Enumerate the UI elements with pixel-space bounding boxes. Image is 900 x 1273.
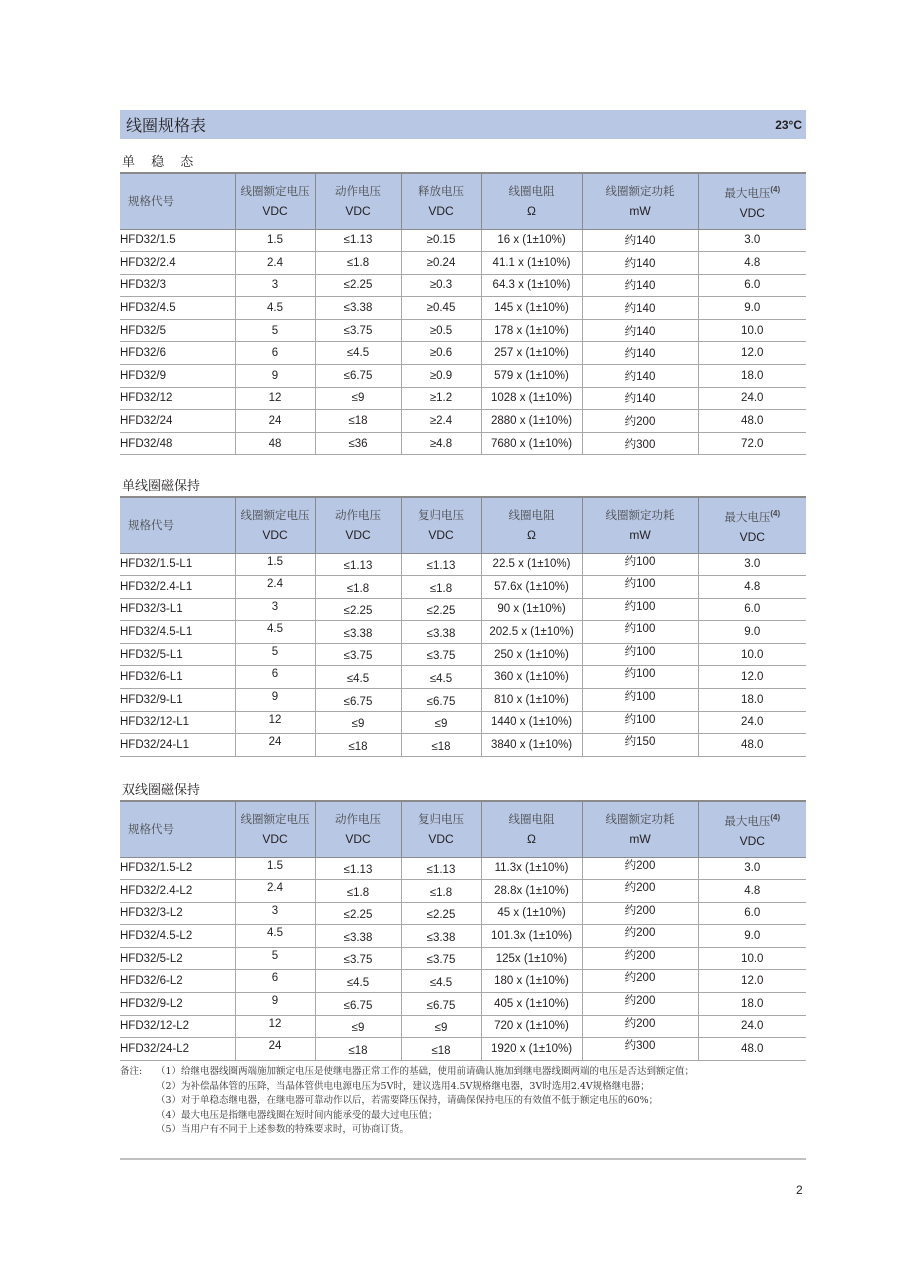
cell-release-voltage: ≤9	[401, 1015, 481, 1038]
cell-release-voltage: ≤1.8	[401, 576, 481, 599]
cell-rated-power: 约100	[582, 689, 698, 712]
cell-rated-power: 约200	[582, 1015, 698, 1038]
cell-coil-resistance: 1440 x (1±10%)	[481, 711, 582, 734]
cell-rated-voltage: 4.5	[235, 297, 315, 320]
cell-release-voltage: ≤3.75	[401, 947, 481, 970]
cell-code: HFD32/5	[120, 319, 235, 342]
table-row	[120, 1015, 806, 1038]
table-row	[120, 643, 806, 666]
table-row	[120, 598, 806, 621]
cell-max-voltage: 24.0	[698, 1015, 806, 1038]
cell-coil-resistance: 1028 x (1±10%)	[481, 387, 582, 410]
cell-coil-resistance: 41.1 x (1±10%)	[481, 252, 582, 275]
cell-coil-resistance: 3840 x (1±10%)	[481, 734, 582, 757]
cell-rated-voltage: 4.5	[235, 621, 315, 644]
cell-coil-resistance: 720 x (1±10%)	[481, 1015, 582, 1038]
cell-rated-voltage: 1.5	[235, 553, 315, 576]
cell-max-voltage: 12.0	[698, 342, 806, 365]
cell-code: HFD32/12	[120, 387, 235, 410]
cell-rated-power: 约140	[582, 342, 698, 365]
table-header-row	[120, 801, 806, 857]
cell-pickup-voltage: ≤1.13	[315, 553, 401, 576]
cell-release-voltage: ≤2.25	[401, 598, 481, 621]
cell-code: HFD32/5-L1	[120, 643, 235, 666]
cell-code: HFD32/4.5-L1	[120, 621, 235, 644]
cell-coil-resistance: 57.6x (1±10%)	[481, 576, 582, 599]
cell-rated-power: 约200	[582, 880, 698, 903]
cell-rated-power: 约200	[582, 857, 698, 880]
cell-pickup-voltage: ≤2.25	[315, 598, 401, 621]
cell-code: HFD32/24-L2	[120, 1038, 235, 1061]
cell-pickup-voltage: ≤4.5	[315, 342, 401, 365]
cell-pickup-voltage: ≤1.13	[315, 229, 401, 252]
cell-release-voltage: ≤3.38	[401, 925, 481, 948]
table-row	[120, 993, 806, 1016]
cell-rated-power: 约150	[582, 734, 698, 757]
cell-release-voltage: ≤18	[401, 734, 481, 757]
cell-rated-power: 约140	[582, 252, 698, 275]
cell-rated-voltage: 6	[235, 970, 315, 993]
cell-code: HFD32/3-L2	[120, 902, 235, 925]
cell-coil-resistance: 22.5 x (1±10%)	[481, 553, 582, 576]
section-heading-double-coil-latching: 双线圈磁保持	[122, 783, 201, 798]
cell-max-voltage: 9.0	[698, 297, 806, 320]
cell-rated-power: 约300	[582, 1038, 698, 1061]
cell-coil-resistance: 360 x (1±10%)	[481, 666, 582, 689]
cell-pickup-voltage: ≤1.13	[315, 857, 401, 880]
header-coil-resistance: 线圈电阻 Ω	[481, 173, 582, 229]
header-pickup-voltage: 动作电压 VDC	[315, 497, 401, 553]
table-row	[120, 365, 806, 388]
header-code: 规格代号	[120, 801, 235, 857]
note-item: （3）对于单稳态继电器，在继电器可靠动作以后，若需要降压保持，请确保保持电压的有效值不低于额定电压的60%；	[156, 1095, 659, 1107]
cell-max-voltage: 3.0	[698, 857, 806, 880]
cell-pickup-voltage: ≤18	[315, 734, 401, 757]
table-row	[120, 621, 806, 644]
cell-release-voltage: ≥0.5	[401, 319, 481, 342]
cell-code: HFD32/24	[120, 410, 235, 433]
cell-release-voltage: ≤3.75	[401, 643, 481, 666]
cell-rated-voltage: 9	[235, 689, 315, 712]
cell-code: HFD32/9-L1	[120, 689, 235, 712]
table-row	[120, 576, 806, 599]
cell-max-voltage: 48.0	[698, 1038, 806, 1061]
table-row	[120, 229, 806, 252]
header-rated-voltage: 线圈额定电压 VDC	[235, 801, 315, 857]
note-item: （2）为补偿晶体管的压降，当晶体管供电电源电压为5V时，建议选用4.5V规格继电器，3V时选用2.4V规格继电器；	[156, 1080, 650, 1092]
footer-divider	[120, 1158, 806, 1160]
cell-max-voltage: 48.0	[698, 410, 806, 433]
cell-pickup-voltage: ≤9	[315, 1015, 401, 1038]
cell-pickup-voltage: ≤18	[315, 1038, 401, 1061]
cell-rated-power: 约200	[582, 902, 698, 925]
cell-coil-resistance: 45 x (1±10%)	[481, 902, 582, 925]
cell-code: HFD32/2.4-L1	[120, 576, 235, 599]
table-row	[120, 274, 806, 297]
note-item: （4）最大电压是指继电器线圈在短时间内能承受的最大过电压值；	[156, 1109, 438, 1121]
cell-pickup-voltage: ≤6.75	[315, 365, 401, 388]
header-rated-voltage: 线圈额定电压 VDC	[235, 497, 315, 553]
cell-rated-power: 约100	[582, 666, 698, 689]
cell-coil-resistance: 7680 x (1±10%)	[481, 432, 582, 455]
cell-max-voltage: 12.0	[698, 666, 806, 689]
cell-pickup-voltage: ≤3.38	[315, 925, 401, 948]
page-title: 线圈规格表	[126, 116, 207, 135]
cell-pickup-voltage: ≤1.8	[315, 880, 401, 903]
cell-max-voltage: 4.8	[698, 880, 806, 903]
cell-max-voltage: 10.0	[698, 643, 806, 666]
cell-pickup-voltage: ≤1.8	[315, 252, 401, 275]
cell-rated-voltage: 12	[235, 1015, 315, 1038]
table-row	[120, 252, 806, 275]
cell-code: HFD32/9	[120, 365, 235, 388]
cell-rated-voltage: 9	[235, 365, 315, 388]
cell-code: HFD32/3	[120, 274, 235, 297]
cell-rated-power: 约200	[582, 410, 698, 433]
table-row	[120, 297, 806, 320]
cell-rated-power: 约140	[582, 297, 698, 320]
cell-max-voltage: 24.0	[698, 711, 806, 734]
header-pickup-voltage: 动作电压 VDC	[315, 173, 401, 229]
cell-coil-resistance: 2880 x (1±10%)	[481, 410, 582, 433]
cell-rated-voltage: 3	[235, 598, 315, 621]
cell-pickup-voltage: ≤6.75	[315, 689, 401, 712]
header-release-voltage: 释放电压 VDC	[401, 173, 481, 229]
cell-code: HFD32/6-L2	[120, 970, 235, 993]
cell-release-voltage: ≤4.5	[401, 666, 481, 689]
cell-release-voltage: ≥0.15	[401, 229, 481, 252]
cell-rated-voltage: 5	[235, 319, 315, 342]
header-code: 规格代号	[120, 497, 235, 553]
note-item: （1）给继电器线圈两端施加额定电压是使继电器正常工作的基础，使用前请确认施加到继电器线圈两端的电压是否达到额定值；	[156, 1066, 695, 1077]
cell-rated-voltage: 6	[235, 342, 315, 365]
cell-pickup-voltage: ≤4.5	[315, 666, 401, 689]
page-number: 2	[796, 1183, 803, 1197]
cell-rated-voltage: 2.4	[235, 576, 315, 599]
table-row	[120, 410, 806, 433]
cell-rated-power: 约140	[582, 387, 698, 410]
cell-coil-resistance: 1920 x (1±10%)	[481, 1038, 582, 1061]
cell-release-voltage: ≤1.13	[401, 553, 481, 576]
cell-release-voltage: ≤1.13	[401, 857, 481, 880]
header-release-voltage: 复归电压 VDC	[401, 801, 481, 857]
table-header-row	[120, 497, 806, 553]
cell-pickup-voltage: ≤3.38	[315, 297, 401, 320]
cell-rated-power: 约140	[582, 365, 698, 388]
table-row	[120, 689, 806, 712]
cell-rated-voltage: 12	[235, 711, 315, 734]
header-rated-power: 线圈额定功耗 mW	[582, 497, 698, 553]
header-max-voltage: 最大电压$^{(4)}$ VDC	[698, 497, 806, 553]
cell-rated-voltage: 2.4	[235, 880, 315, 903]
cell-pickup-voltage: ≤6.75	[315, 993, 401, 1016]
table-row	[120, 857, 806, 880]
header-code: 规格代号	[120, 173, 235, 229]
cell-rated-power: 约200	[582, 947, 698, 970]
cell-release-voltage: ≥0.45	[401, 297, 481, 320]
cell-max-voltage: 9.0	[698, 621, 806, 644]
cell-pickup-voltage: ≤4.5	[315, 970, 401, 993]
cell-release-voltage: ≤6.75	[401, 993, 481, 1016]
cell-coil-resistance: 579 x (1±10%)	[481, 365, 582, 388]
table-row	[120, 319, 806, 342]
cell-max-voltage: 10.0	[698, 947, 806, 970]
cell-pickup-voltage: ≤18	[315, 410, 401, 433]
cell-code: HFD32/2.4-L2	[120, 880, 235, 903]
cell-rated-voltage: 24	[235, 734, 315, 757]
table-row	[120, 1038, 806, 1061]
cell-coil-resistance: 125x (1±10%)	[481, 947, 582, 970]
cell-max-voltage: 10.0	[698, 319, 806, 342]
cell-release-voltage: ≤9	[401, 711, 481, 734]
notes	[120, 1065, 694, 1138]
cell-rated-power: 约200	[582, 970, 698, 993]
notes-label: 备注:	[120, 1066, 143, 1077]
header-rated-power: 线圈额定功耗 mW	[582, 173, 698, 229]
cell-code: HFD32/4.5-L2	[120, 925, 235, 948]
cell-rated-power: 约200	[582, 993, 698, 1016]
table-row	[120, 342, 806, 365]
table-row	[120, 925, 806, 948]
cell-code: HFD32/2.4	[120, 252, 235, 275]
cell-coil-resistance: 250 x (1±10%)	[481, 643, 582, 666]
cell-max-voltage: 18.0	[698, 365, 806, 388]
table-row	[120, 432, 806, 455]
cell-rated-voltage: 12	[235, 387, 315, 410]
cell-rated-power: 约100	[582, 576, 698, 599]
cell-rated-voltage: 3	[235, 274, 315, 297]
cell-release-voltage: ≤3.38	[401, 621, 481, 644]
cell-code: HFD32/12-L1	[120, 711, 235, 734]
cell-release-voltage: ≤1.8	[401, 880, 481, 903]
cell-pickup-voltage: ≤3.75	[315, 947, 401, 970]
cell-rated-voltage: 9	[235, 993, 315, 1016]
table-row	[120, 880, 806, 903]
table-header-row	[120, 173, 806, 229]
cell-release-voltage: ≤6.75	[401, 689, 481, 712]
cell-code: HFD32/48	[120, 432, 235, 455]
cell-max-voltage: 3.0	[698, 229, 806, 252]
cell-code: HFD32/1.5	[120, 229, 235, 252]
table-row	[120, 734, 806, 757]
cell-rated-power: 约200	[582, 925, 698, 948]
cell-code: HFD32/4.5	[120, 297, 235, 320]
cell-rated-voltage: 24	[235, 1038, 315, 1061]
cell-max-voltage: 9.0	[698, 925, 806, 948]
cell-max-voltage: 6.0	[698, 902, 806, 925]
cell-release-voltage: ≥0.6	[401, 342, 481, 365]
table-row	[120, 970, 806, 993]
title-band	[120, 110, 806, 139]
table-row	[120, 711, 806, 734]
cell-rated-power: 约100	[582, 553, 698, 576]
note-item: （5）当用户有不同于上述参数的特殊要求时，可协商订货。	[156, 1124, 410, 1136]
cell-coil-resistance: 180 x (1±10%)	[481, 970, 582, 993]
cell-rated-voltage: 5	[235, 643, 315, 666]
cell-coil-resistance: 64.3 x (1±10%)	[481, 274, 582, 297]
table-row	[120, 947, 806, 970]
cell-code: HFD32/3-L1	[120, 598, 235, 621]
cell-pickup-voltage: ≤3.75	[315, 319, 401, 342]
cell-pickup-voltage: ≤2.25	[315, 902, 401, 925]
cell-pickup-voltage: ≤3.75	[315, 643, 401, 666]
cell-rated-voltage: 1.5	[235, 857, 315, 880]
cell-rated-power: 约100	[582, 643, 698, 666]
cell-rated-power: 约140	[582, 319, 698, 342]
header-max-voltage: 最大电压$^{(4)}$ VDC	[698, 173, 806, 229]
cell-pickup-voltage: ≤36	[315, 432, 401, 455]
cell-max-voltage: 12.0	[698, 970, 806, 993]
cell-rated-power: 约100	[582, 621, 698, 644]
cell-rated-voltage: 6	[235, 666, 315, 689]
cell-code: HFD32/1.5-L1	[120, 553, 235, 576]
cell-rated-power: 约300	[582, 432, 698, 455]
cell-max-voltage: 48.0	[698, 734, 806, 757]
header-coil-resistance: 线圈电阻 Ω	[481, 497, 582, 553]
cell-release-voltage: ≥0.24	[401, 252, 481, 275]
cell-max-voltage: 24.0	[698, 387, 806, 410]
cell-rated-power: 约100	[582, 711, 698, 734]
cell-code: HFD32/24-L1	[120, 734, 235, 757]
cell-code: HFD32/9-L2	[120, 993, 235, 1016]
header-max-voltage: 最大电压$^{(4)}$ VDC	[698, 801, 806, 857]
table-row	[120, 387, 806, 410]
temperature-label: 23°C	[775, 117, 802, 132]
cell-max-voltage: 4.8	[698, 576, 806, 599]
cell-pickup-voltage: ≤3.38	[315, 621, 401, 644]
section-heading-monostable: 单 稳 态	[122, 155, 200, 170]
cell-pickup-voltage: ≤2.25	[315, 274, 401, 297]
cell-max-voltage: 6.0	[698, 274, 806, 297]
cell-coil-resistance: 178 x (1±10%)	[481, 319, 582, 342]
cell-rated-voltage: 4.5	[235, 925, 315, 948]
section-heading-single-coil-latching: 单线圈磁保持	[122, 479, 201, 494]
cell-pickup-voltage: ≤9	[315, 711, 401, 734]
cell-max-voltage: 72.0	[698, 432, 806, 455]
cell-coil-resistance: 11.3x (1±10%)	[481, 857, 582, 880]
cell-rated-voltage: 1.5	[235, 229, 315, 252]
cell-code: HFD32/5-L2	[120, 947, 235, 970]
cell-coil-resistance: 257 x (1±10%)	[481, 342, 582, 365]
header-pickup-voltage: 动作电压 VDC	[315, 801, 401, 857]
cell-coil-resistance: 101.3x (1±10%)	[481, 925, 582, 948]
table-row	[120, 666, 806, 689]
spec-table-monostable	[120, 172, 806, 455]
cell-release-voltage: ≥0.9	[401, 365, 481, 388]
spec-table-single-coil-latching	[120, 496, 806, 757]
cell-max-voltage: 18.0	[698, 993, 806, 1016]
cell-rated-voltage: 24	[235, 410, 315, 433]
cell-max-voltage: 18.0	[698, 689, 806, 712]
cell-max-voltage: 6.0	[698, 598, 806, 621]
cell-release-voltage: ≥1.2	[401, 387, 481, 410]
cell-release-voltage: ≤2.25	[401, 902, 481, 925]
cell-rated-voltage: 2.4	[235, 252, 315, 275]
cell-release-voltage: ≥0.3	[401, 274, 481, 297]
cell-release-voltage: ≤4.5	[401, 970, 481, 993]
cell-rated-power: 约100	[582, 598, 698, 621]
cell-code: HFD32/6-L1	[120, 666, 235, 689]
cell-release-voltage: ≥4.8	[401, 432, 481, 455]
cell-max-voltage: 3.0	[698, 553, 806, 576]
cell-pickup-voltage: ≤1.8	[315, 576, 401, 599]
spec-table-double-coil-latching	[120, 800, 806, 1061]
header-release-voltage: 复归电压 VDC	[401, 497, 481, 553]
cell-coil-resistance: 28.8x (1±10%)	[481, 880, 582, 903]
cell-rated-voltage: 5	[235, 947, 315, 970]
cell-code: HFD32/12-L2	[120, 1015, 235, 1038]
cell-coil-resistance: 405 x (1±10%)	[481, 993, 582, 1016]
cell-release-voltage: ≥2.4	[401, 410, 481, 433]
cell-code: HFD32/1.5-L2	[120, 857, 235, 880]
cell-rated-voltage: 48	[235, 432, 315, 455]
cell-coil-resistance: 145 x (1±10%)	[481, 297, 582, 320]
cell-rated-voltage: 3	[235, 902, 315, 925]
cell-release-voltage: ≤18	[401, 1038, 481, 1061]
cell-pickup-voltage: ≤9	[315, 387, 401, 410]
cell-coil-resistance: 810 x (1±10%)	[481, 689, 582, 712]
cell-coil-resistance: 90 x (1±10%)	[481, 598, 582, 621]
cell-coil-resistance: 202.5 x (1±10%)	[481, 621, 582, 644]
table-row	[120, 553, 806, 576]
header-coil-resistance: 线圈电阻 Ω	[481, 801, 582, 857]
cell-max-voltage: 4.8	[698, 252, 806, 275]
cell-rated-power: 约140	[582, 274, 698, 297]
cell-rated-power: 约140	[582, 229, 698, 252]
cell-code: HFD32/6	[120, 342, 235, 365]
table-row	[120, 902, 806, 925]
cell-coil-resistance: 16 x (1±10%)	[481, 229, 582, 252]
header-rated-voltage: 线圈额定电压 VDC	[235, 173, 315, 229]
header-rated-power: 线圈额定功耗 mW	[582, 801, 698, 857]
